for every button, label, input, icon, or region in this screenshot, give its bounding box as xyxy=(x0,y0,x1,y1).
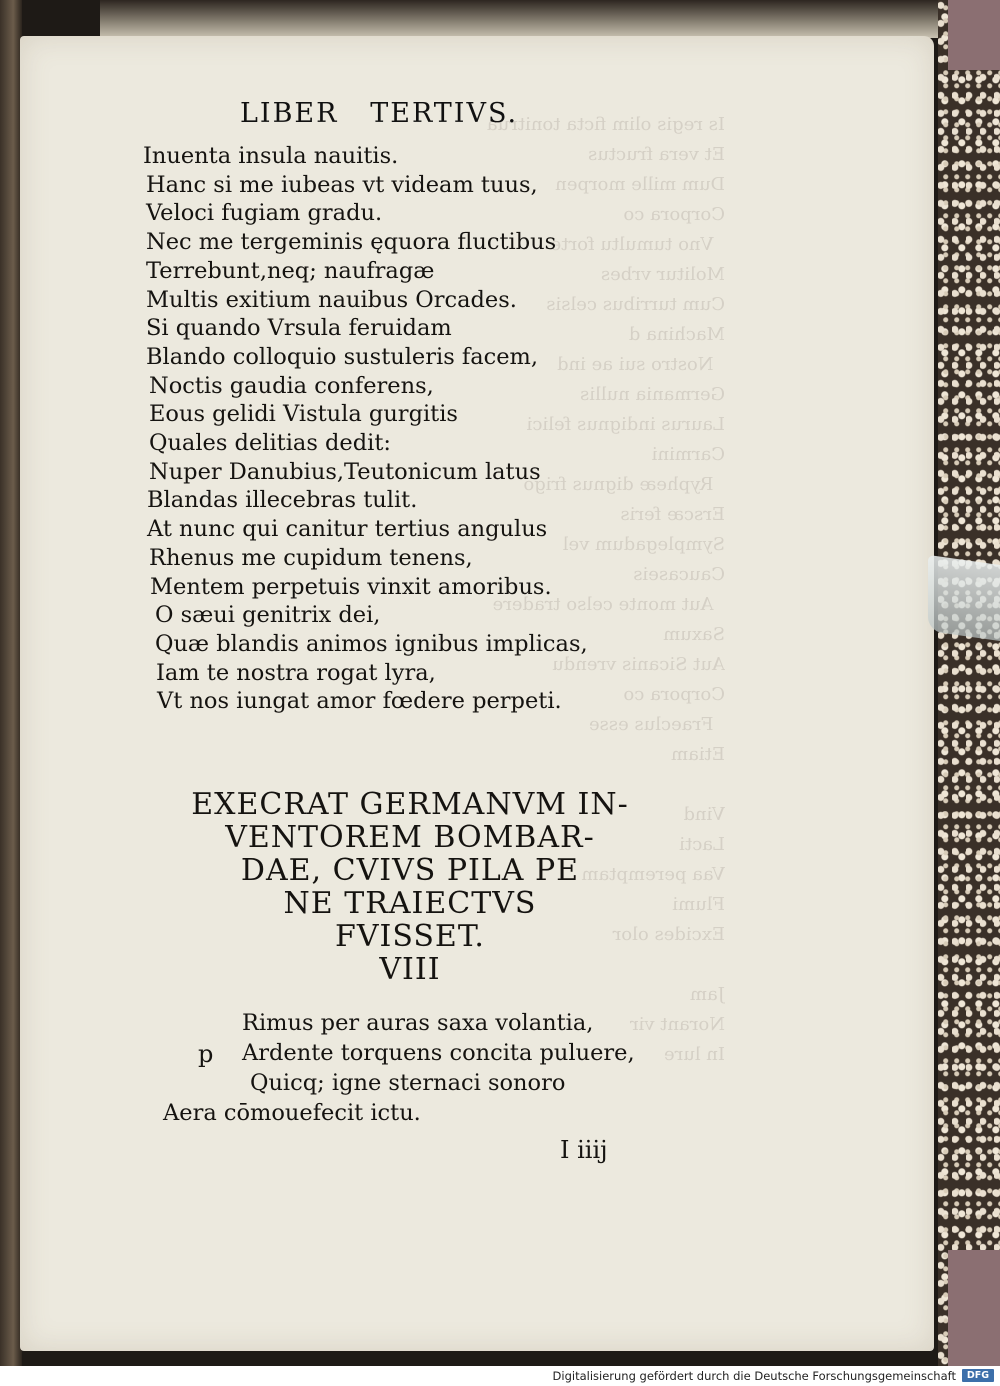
verse-line: Vt nos iungat amor fœdere perpeti. xyxy=(157,688,562,715)
footer-bar xyxy=(0,1366,1000,1386)
running-head: LIBER TERTIVS. xyxy=(240,98,519,129)
funding-credit: Digitalisierung gefördert durch die Deutsche Forschungsgemeinschaft xyxy=(552,1369,956,1383)
verse-line: O sæui genitrix dei, xyxy=(155,602,381,629)
poem-title xyxy=(170,788,650,986)
verse-line: Noctis gaudia conferens, xyxy=(149,372,434,399)
verse-line: Multis exitium nauibus Orcades. xyxy=(146,286,517,313)
dfg-logo-icon: DFG xyxy=(962,1369,994,1382)
verse-line: Rhenus me cupidum tenens, xyxy=(149,544,473,571)
verse-line: Hanc si me iubeas vt videam tuus, xyxy=(146,171,538,198)
verse-line: Mentem perpetuis vinxit amoribus. xyxy=(150,573,552,600)
book-spine-left xyxy=(0,0,22,1366)
transparent-page-clip xyxy=(928,555,1000,641)
poem-title-line: NE TRAIECTVS xyxy=(283,886,537,921)
guide-letter: p xyxy=(198,1040,214,1068)
verse-line: Iam te nostra rogat lyra, xyxy=(156,659,436,686)
poem-title-line: EXECRAT GERMANVM IN- xyxy=(191,787,629,822)
poem-number: VIII xyxy=(379,952,441,987)
poem-title-line: FVISSET. xyxy=(335,919,485,954)
cover-corner-top xyxy=(948,0,1000,70)
marbled-cover-edge xyxy=(938,0,1000,1366)
verse-line: Veloci fugiam gradu. xyxy=(146,200,383,227)
verse-line: Quæ blandis animos ignibus implicas, xyxy=(155,630,588,657)
poem-line: Aera cōmouefecit ictu. xyxy=(163,1100,421,1126)
verse-line: Blando colloquio sustuleris facem, xyxy=(146,343,539,370)
poem-body xyxy=(140,1008,660,1128)
verse-line: Quales delitias dedit: xyxy=(149,430,391,457)
poem-line: Quicq; igne sternaci sonoro xyxy=(250,1070,566,1096)
verse-line: Inuenta insula nauitis. xyxy=(143,143,399,169)
verse-line: Terrebunt,neq; naufragæ xyxy=(146,257,435,284)
poem-line: Ardente torquens concita puluere, xyxy=(242,1040,635,1066)
verse-line: Nuper Danubius,Teutonicum latus xyxy=(149,458,541,485)
verse-line: Blandas illecebras tulit. xyxy=(147,487,418,514)
show-through-text: Is regis olim ficta tonitrua Et vera fructus Dum mille morpen Corpora co Vno tumultu forte Molitur vrbes Cum turribus celsis Machina d Nostro sui ae ind Germania nullis Laurus indignus felici Carmini Rypheæ dignus frigo Erscæ feris Symplegadum vel Caucaseis Aut monte celso tradere Saxum Aut Sicanis vrendu Corpora co Fraeclus esse Etiam Vind Lacti Vaa peremptam Flumi Excides olor Jam Norant vir In lure xyxy=(486,114,725,1065)
verse-block xyxy=(143,142,663,716)
verse-line: Si quando Vrsula feruidam xyxy=(146,315,452,342)
signature-mark: I iiij xyxy=(560,1136,608,1164)
verse-line: Nec me tergeminis ęquora fluctibus xyxy=(146,229,557,256)
poem-title-line: VENTOREM BOMBAR- xyxy=(225,820,595,855)
cover-corner-bottom xyxy=(948,1250,1000,1366)
poem-line: Rimus per auras saxa volantia, xyxy=(242,1010,594,1036)
verse-line: At nunc qui canitur tertius angulus xyxy=(147,516,548,543)
book-top-edge xyxy=(100,0,940,38)
verse-line: Eous gelidi Vistula gurgitis xyxy=(149,401,458,428)
poem-title-line: DAE, CVIVS PILA PE xyxy=(240,853,580,888)
